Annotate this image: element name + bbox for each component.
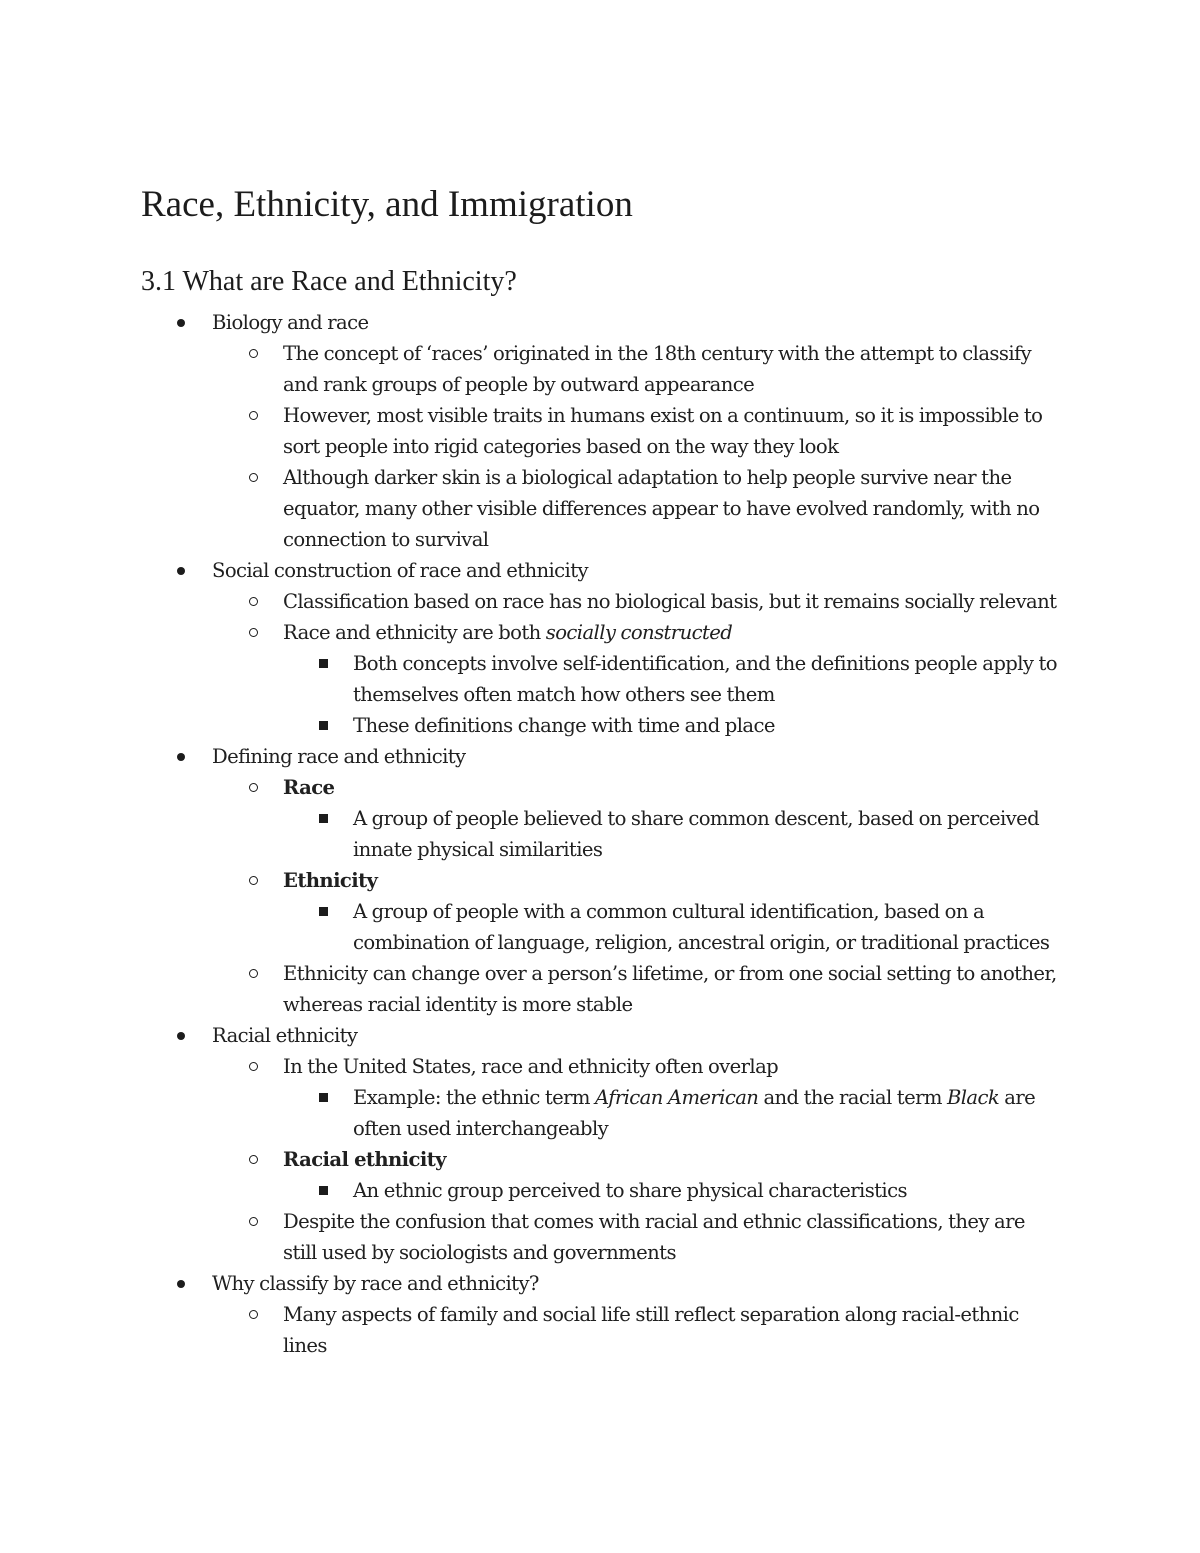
outline-item-text [283, 1206, 1063, 1268]
section-heading: 3.1 What are Race and Ethnicity? [141, 266, 517, 297]
text-run: A group of people believed to share common descent, based on perceived innate physical similarities [353, 807, 1040, 861]
text-run: Although darker skin is a biological adaptation to help people survive near the equator, many other visible differences appear to have evolved randomly, with no connection to survival [283, 466, 1040, 551]
text-run: In the United States, race and ethnicity often overlap [283, 1055, 779, 1078]
hollow-circle-bullet-icon [249, 473, 258, 482]
outline-item-level-3 [141, 896, 1071, 958]
text-run: Despite the confusion that comes with racial and ethnic classifications, they are still used by sociologists and governments [283, 1210, 1025, 1264]
text-run: Classification based on race has no biological basis, but it remains socially relevant [283, 590, 1057, 613]
outline-item-text [353, 1082, 1065, 1144]
outline-item-text [353, 710, 1065, 741]
text-run: Many aspects of family and social life still reflect separation along racial-ethnic lines [283, 1303, 1019, 1357]
text-run: Racial ethnicity [212, 1024, 358, 1047]
outline-item-text [283, 617, 1063, 648]
hollow-circle-bullet-icon [249, 1217, 258, 1226]
hollow-circle-bullet-icon [249, 783, 258, 792]
text-run: These definitions change with time and place [353, 714, 775, 737]
outline-item-text [212, 1268, 1071, 1299]
outline-item-level-3 [141, 803, 1071, 865]
text-run: However, most visible traits in humans exist on a continuum, so it is impossible to sort people into rigid categories based on the way they look [283, 404, 1043, 458]
text-run: Race and ethnicity are both [283, 621, 546, 644]
hollow-circle-bullet-icon [249, 349, 258, 358]
square-bullet-icon [319, 1093, 328, 1102]
square-bullet-icon [319, 659, 328, 668]
outline-item-level-2 [141, 1206, 1071, 1268]
outline-item-text [353, 648, 1065, 710]
filled-circle-bullet-icon [177, 1032, 185, 1040]
outline-item-text [212, 1020, 1071, 1051]
filled-circle-bullet-icon [177, 319, 185, 327]
outline-item-text [353, 803, 1065, 865]
bold-term: Racial ethnicity [283, 1148, 446, 1171]
outline-item-level-1 [141, 555, 1071, 586]
text-run: The concept of ‘races’ originated in the 18th century with the attempt to classify and rank groups of people by outward appearance [283, 342, 1032, 396]
outline-item-level-2 [141, 865, 1071, 896]
text-run: A group of people with a common cultural identification, based on a combination of language, religion, ancestral origin, or traditional practices [353, 900, 1050, 954]
outline-item-level-2 [141, 772, 1071, 803]
outline-item-level-2 [141, 338, 1071, 400]
document-title: Race, Ethnicity, and Immigration [141, 184, 633, 225]
text-run: Why classify by race and ethnicity? [212, 1272, 539, 1295]
outline-item-level-2 [141, 586, 1071, 617]
text-run: and the racial term [758, 1086, 947, 1109]
outline-item-text [283, 1299, 1063, 1361]
outline-item-text [283, 958, 1063, 1020]
hollow-circle-bullet-icon [249, 597, 258, 606]
outline-item-level-2 [141, 958, 1071, 1020]
outline-item-text [353, 1175, 1065, 1206]
outline-item-text [283, 400, 1063, 462]
outline-item-level-2 [141, 1144, 1071, 1175]
text-run: Biology and race [212, 311, 369, 334]
outline-item-text [283, 772, 1063, 803]
outline-item-level-3 [141, 648, 1071, 710]
italic-term: Black [946, 1086, 1000, 1109]
outline-item-level-2 [141, 1051, 1071, 1082]
hollow-circle-bullet-icon [249, 628, 258, 637]
text-run: Example: the ethnic term [353, 1086, 595, 1109]
bold-term: Ethnicity [283, 869, 378, 892]
text-run: Social construction of race and ethnicity [212, 559, 588, 582]
hollow-circle-bullet-icon [249, 411, 258, 420]
outline-item-level-1 [141, 741, 1071, 772]
outline-item-level-2 [141, 617, 1071, 648]
outline-list [141, 307, 1071, 1361]
outline-item-text [283, 586, 1063, 617]
text-run: Defining race and ethnicity [212, 745, 466, 768]
hollow-circle-bullet-icon [249, 1310, 258, 1319]
outline-item-text [283, 338, 1063, 400]
outline-item-text [212, 307, 1071, 338]
outline-item-level-3 [141, 1082, 1071, 1144]
outline-item-level-2 [141, 462, 1071, 555]
outline-item-level-1 [141, 307, 1071, 338]
outline-item-text [283, 865, 1063, 896]
text-run: Ethnicity can change over a person’s lifetime, or from one social setting to another, whereas racial identity is more stable [283, 962, 1057, 1016]
filled-circle-bullet-icon [177, 753, 185, 761]
square-bullet-icon [319, 907, 328, 916]
bold-term: Race [283, 776, 335, 799]
text-run: An ethnic group perceived to share physical characteristics [353, 1179, 907, 1202]
text-run: are often used interchangeably [353, 1086, 1036, 1140]
outline-item-text [353, 896, 1065, 958]
italic-term: socially constructed [545, 621, 733, 644]
text-run: Both concepts involve self-identification, and the definitions people apply to themselves often match how others see them [353, 652, 1057, 706]
outline-item-text [283, 462, 1063, 555]
hollow-circle-bullet-icon [249, 1155, 258, 1164]
outline-item-level-3 [141, 710, 1071, 741]
square-bullet-icon [319, 721, 328, 730]
outline-item-level-3 [141, 1175, 1071, 1206]
square-bullet-icon [319, 814, 328, 823]
hollow-circle-bullet-icon [249, 1062, 258, 1071]
outline-item-level-2 [141, 400, 1071, 462]
italic-term: African American [595, 1086, 759, 1109]
outline-item-level-1 [141, 1020, 1071, 1051]
outline-item-text [212, 741, 1071, 772]
filled-circle-bullet-icon [177, 567, 185, 575]
outline-item-text [283, 1144, 1063, 1175]
outline-item-text [212, 555, 1071, 586]
filled-circle-bullet-icon [177, 1280, 185, 1288]
hollow-circle-bullet-icon [249, 876, 258, 885]
outline-item-text [283, 1051, 1063, 1082]
outline-item-level-1 [141, 1268, 1071, 1299]
square-bullet-icon [319, 1186, 328, 1195]
hollow-circle-bullet-icon [249, 969, 258, 978]
outline-item-level-2 [141, 1299, 1071, 1361]
